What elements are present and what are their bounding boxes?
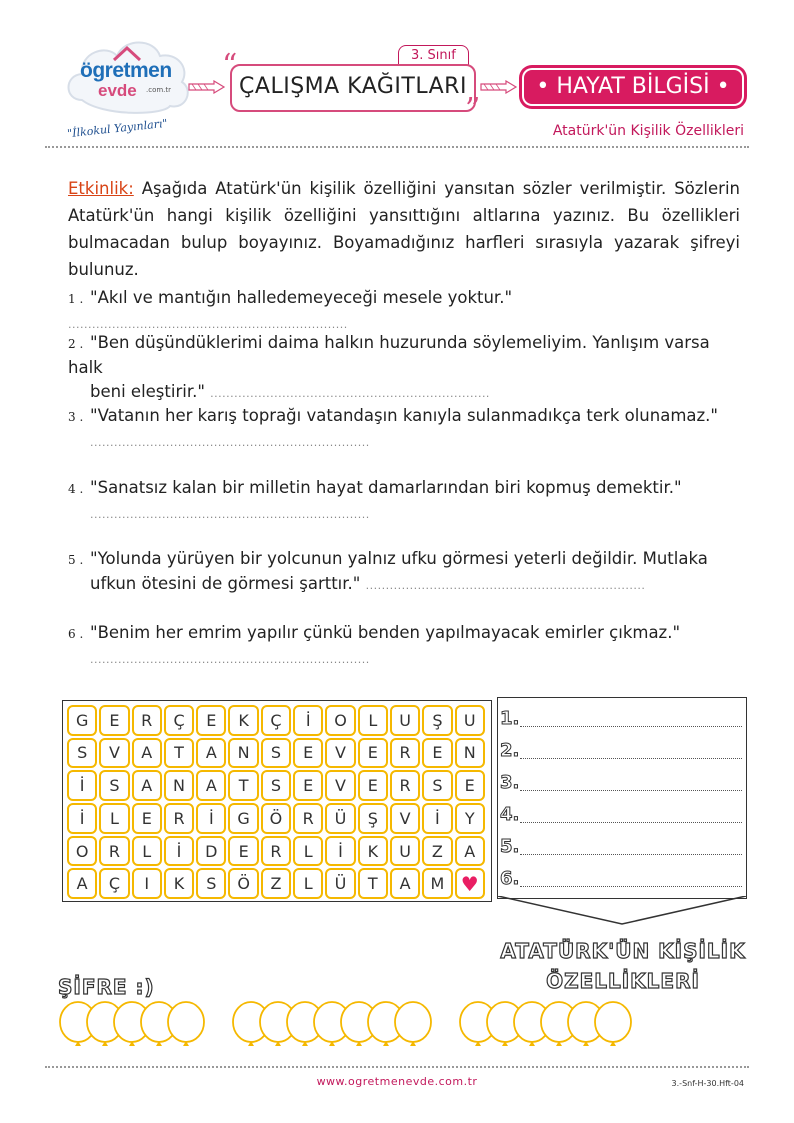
grid-cell[interactable]: A <box>132 738 162 769</box>
divider <box>45 146 749 148</box>
answer-line[interactable] <box>520 874 742 887</box>
logo-tagline: "İlkokul Yayınları" <box>66 116 169 141</box>
grid-cell[interactable]: Ç <box>164 705 194 736</box>
grid-cell[interactable]: L <box>293 836 323 867</box>
grid-cell[interactable]: E <box>228 836 258 867</box>
grid-cell[interactable]: S <box>67 738 97 769</box>
grid-cell[interactable]: Y <box>455 803 485 834</box>
answer-line[interactable] <box>520 810 742 823</box>
grid-cell[interactable]: V <box>390 803 420 834</box>
answer-number: 6. <box>500 868 520 889</box>
grid-cell[interactable]: L <box>99 803 129 834</box>
word-search-puzzle <box>62 700 492 902</box>
question-text: "Sanatsız kalan bir milletin hayat damarlarından biri kopmuş demektir." <box>90 478 682 497</box>
grid-cell[interactable]: U <box>390 705 420 736</box>
question-text-cont: ufkun ötesini de görmesi şarttır." <box>90 574 361 593</box>
grid-cell[interactable]: R <box>293 803 323 834</box>
grid-cell[interactable]: G <box>67 705 97 736</box>
logo-sub-text: evde <box>98 81 137 100</box>
grid-cell[interactable]: K <box>228 705 258 736</box>
grid-cell[interactable]: E <box>132 803 162 834</box>
grid-cell[interactable]: S <box>261 738 291 769</box>
logo <box>62 30 192 141</box>
grid-cell[interactable]: Z <box>422 836 452 867</box>
grid-cell[interactable]: A <box>196 770 226 801</box>
answer-number: 4. <box>500 804 520 825</box>
grid-cell[interactable]: Ü <box>325 868 355 899</box>
grid-cell[interactable]: A <box>132 770 162 801</box>
activity-label: Etkinlik: <box>68 179 134 198</box>
grid-cell[interactable]: T <box>358 868 388 899</box>
grid-cell[interactable]: A <box>455 836 485 867</box>
grid-cell[interactable]: A <box>196 738 226 769</box>
answer-number: 1. <box>500 708 520 729</box>
letter-grid <box>67 705 485 899</box>
arrow-right-icon <box>480 80 518 94</box>
grid-cell[interactable]: E <box>422 738 452 769</box>
grid-cell[interactable]: R <box>99 836 129 867</box>
balloon[interactable] <box>395 1002 431 1046</box>
grid-cell[interactable]: T <box>228 770 258 801</box>
close-quote-icon: ” <box>465 92 481 127</box>
grid-cell[interactable]: G <box>228 803 258 834</box>
question-text-cont: beni eleştirir." <box>90 382 205 401</box>
grid-cell[interactable]: R <box>390 770 420 801</box>
arrow-right-icon <box>188 80 226 94</box>
answer-blank[interactable]: ...................................................................... <box>90 653 370 666</box>
divider <box>45 1066 749 1068</box>
grid-cell[interactable]: İ <box>67 770 97 801</box>
grid-cell[interactable]: E <box>358 770 388 801</box>
question-text: "Yolunda yürüyen bir yolcunun yalnız ufku görmesi yeterli değildir. Mutlaka <box>90 549 708 568</box>
instructions <box>68 175 740 283</box>
grid-cell[interactable]: V <box>325 770 355 801</box>
answer-line[interactable] <box>520 714 742 727</box>
grid-cell[interactable]: R <box>132 705 162 736</box>
answer-blank[interactable]: ...................................................................... <box>210 387 490 400</box>
question-number: 5 . <box>68 553 84 567</box>
grid-cell[interactable]: R <box>164 803 194 834</box>
question-text: "Vatanın her karış toprağı vatandaşın kanıyla sulanmadıkça terk olunamaz." <box>90 406 719 425</box>
grid-cell[interactable]: I <box>132 868 162 899</box>
grid-cell[interactable]: T <box>164 738 194 769</box>
grid-cell[interactable]: A <box>67 868 97 899</box>
grid-cell[interactable]: L <box>293 868 323 899</box>
grid-cell[interactable]: M <box>422 868 452 899</box>
open-quote-icon: “ <box>222 48 238 83</box>
grid-cell[interactable]: S <box>261 770 291 801</box>
question-text: "Benim her emrim yapılır çünkü benden yapılmayacak emirler çıkmaz." <box>90 623 681 642</box>
class-badge: 3. Sınıf <box>398 45 469 66</box>
balloon[interactable] <box>168 1002 204 1046</box>
grid-cell[interactable]: S <box>422 770 452 801</box>
heart-icon[interactable]: ♥ <box>455 868 485 899</box>
answer-number: 2. <box>500 740 520 761</box>
worksheet-title: ÇALIŞMA KAĞITLARI <box>239 74 467 99</box>
footer-url[interactable]: www.ogretmenevde.com.tr <box>316 1075 478 1088</box>
answer-line[interactable] <box>520 778 742 791</box>
question-text: "Ben düşündüklerimi daima halkın huzurunda söylemeliyim. Yanlışım varsa halk <box>68 333 710 377</box>
grid-cell[interactable]: N <box>228 738 258 769</box>
grid-cell[interactable]: S <box>99 770 129 801</box>
answer-blank[interactable]: ...................................................................... <box>90 436 370 449</box>
grid-cell[interactable]: Ş <box>422 705 452 736</box>
answer-number: 3. <box>500 772 520 793</box>
grid-cell[interactable]: N <box>455 738 485 769</box>
answer-blank[interactable]: ...................................................................... <box>68 318 348 331</box>
grid-cell[interactable]: İ <box>196 803 226 834</box>
grid-cell[interactable]: İ <box>325 836 355 867</box>
answer-line[interactable] <box>520 746 742 759</box>
password-label: ŞİFRE :) <box>58 975 155 999</box>
grid-cell[interactable]: V <box>99 738 129 769</box>
question-4 <box>68 476 740 527</box>
grid-cell[interactable]: K <box>164 868 194 899</box>
grid-cell[interactable]: İ <box>164 836 194 867</box>
answer-blank[interactable]: ...................................................................... <box>90 508 370 521</box>
grid-cell[interactable]: U <box>455 705 485 736</box>
grid-cell[interactable]: R <box>390 738 420 769</box>
grid-cell[interactable]: Ö <box>228 868 258 899</box>
question-number: 1 . <box>68 292 84 306</box>
grid-cell[interactable]: O <box>325 705 355 736</box>
grid-cell[interactable]: İ <box>293 705 323 736</box>
answer-box-title <box>492 936 754 996</box>
grid-cell[interactable]: Ç <box>99 868 129 899</box>
password-balloons <box>58 1000 748 1055</box>
grid-cell[interactable]: Ö <box>261 803 291 834</box>
answer-box <box>497 697 747 899</box>
grid-cell[interactable]: İ <box>67 803 97 834</box>
logo-domain: .com.tr <box>146 86 172 94</box>
grid-cell[interactable]: E <box>293 738 323 769</box>
grid-cell[interactable]: Ç <box>261 705 291 736</box>
grid-cell[interactable]: K <box>358 836 388 867</box>
answer-number: 5. <box>500 836 520 857</box>
balloon[interactable] <box>595 1002 631 1046</box>
grid-cell[interactable]: İ <box>422 803 452 834</box>
grid-cell[interactable]: E <box>293 770 323 801</box>
subject-badge: • HAYAT BİLGİSİ • <box>522 68 744 106</box>
grid-cell[interactable]: L <box>358 705 388 736</box>
instructions-text: Aşağıda Atatürk'ün kişilik özelliğini yansıtan sözler verilmiştir. Sözlerin Atatürk'ün hangi kişilik özelliğini yansıttığını altlarına yazınız. Bu özellikleri bulmacadan bulup boyayınız. Boyamadığınız harfleri sırasıyla yazarak şifreyi bulunuz. <box>68 179 740 279</box>
question-6 <box>68 621 740 672</box>
arrow-down-icon <box>497 896 747 936</box>
grid-cell[interactable]: Ş <box>358 803 388 834</box>
question-number: 4 . <box>68 482 84 496</box>
answer-title-line1: ATATÜRK'ÜN KİŞİLİK <box>500 939 746 963</box>
footer-code: 3.-Snf-H-30.Hft-04 <box>671 1079 744 1088</box>
grid-cell[interactable]: E <box>99 705 129 736</box>
grid-cell[interactable]: L <box>132 836 162 867</box>
grid-cell[interactable]: E <box>455 770 485 801</box>
question-2 <box>68 331 740 406</box>
grid-cell[interactable]: E <box>196 705 226 736</box>
answer-line[interactable] <box>520 842 742 855</box>
grid-cell[interactable]: S <box>196 868 226 899</box>
answer-blank[interactable]: ...................................................................... <box>365 579 646 592</box>
grid-cell[interactable]: U <box>390 836 420 867</box>
grid-cell[interactable]: Z <box>261 868 291 899</box>
topic-title: Atatürk'ün Kişilik Özellikleri <box>552 123 744 139</box>
grid-cell[interactable]: A <box>390 868 420 899</box>
question-number: 6 . <box>68 627 84 641</box>
logo-main-text: ögretmen <box>80 59 172 82</box>
question-1 <box>68 286 740 337</box>
question-5 <box>68 547 740 598</box>
answer-title-line2: ÖZELLİKLERİ <box>546 969 700 993</box>
question-text: "Akıl ve mantığın halledemeyeceği mesele yoktur." <box>90 288 513 307</box>
grid-cell[interactable]: N <box>164 770 194 801</box>
grid-cell[interactable]: O <box>67 836 97 867</box>
grid-cell[interactable]: E <box>358 738 388 769</box>
question-number: 3 . <box>68 410 84 424</box>
question-3 <box>68 404 740 455</box>
question-number: 2 . <box>68 337 84 351</box>
grid-cell[interactable]: R <box>261 836 291 867</box>
grid-cell[interactable]: V <box>325 738 355 769</box>
grid-cell[interactable]: D <box>196 836 226 867</box>
grid-cell[interactable]: Ü <box>325 803 355 834</box>
